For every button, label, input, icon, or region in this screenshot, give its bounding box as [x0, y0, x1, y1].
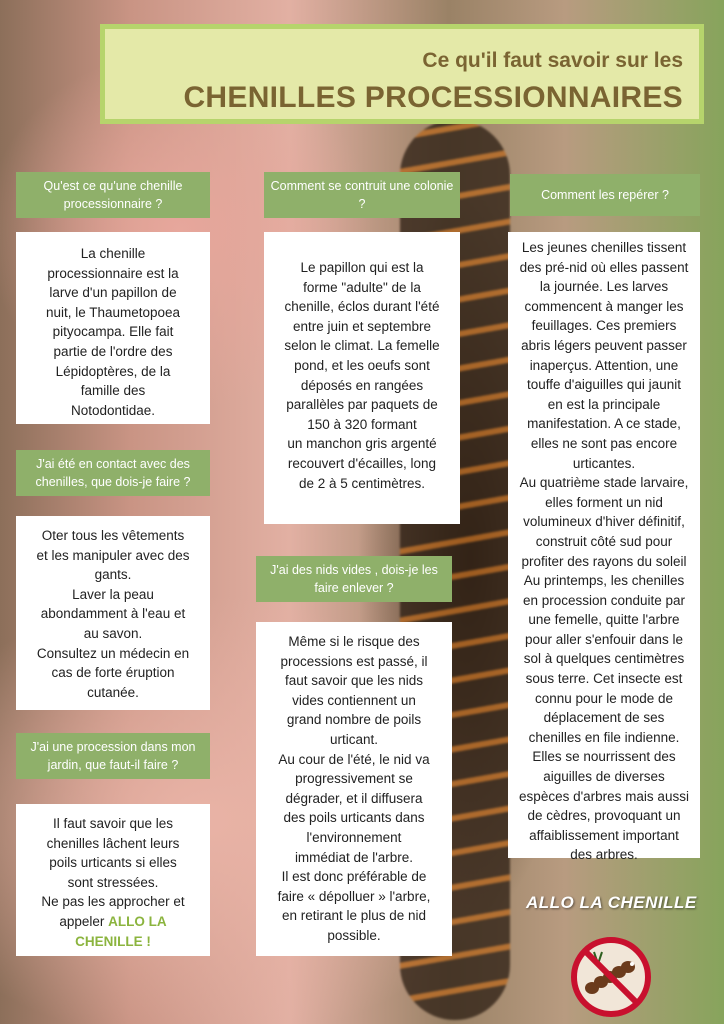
question-spot: Comment les repérer ? [510, 174, 700, 216]
page-title: CHENILLES PROCESSIONNAIRES [183, 81, 683, 114]
question-empty-nests: J'ai des nids vides , dois-je les faire enlever ? [256, 556, 452, 602]
answer-empty-nests: Même si le risque des processions est passé, il faut savoir que les nids vides contiennent un grand nombre de poils urticant. Au cour de l'été, le nid va progressivement se dégrader, et il diffusera des poils urticants dans l'environnement immédiat de l'arbre. Il est donc préférable de faire « dépolluer » l'arbre, en retirant le plus de nid possible. [256, 622, 452, 956]
answer-garden [16, 804, 210, 956]
title-subheading: Ce qu'il faut savoir sur les [422, 49, 683, 72]
answer-garden-text: Il faut savoir que les chenilles lâchent leurs poils urticants si elles sont stressées. Ne pas les approcher et appeler [41, 816, 185, 929]
title-banner [100, 24, 704, 124]
no-caterpillar-icon [568, 934, 654, 1020]
answer-what-is: La chenille processionnaire est la larve d'un papillon de nuit, le Thaumetopoea pityocampa. Elle fait partie de l'ordre des Lépidoptères, de la famille des Notodontidae. [16, 232, 210, 424]
answer-contact: Oter tous les vêtements et les manipuler avec des gants. Laver la peau abondamment à l'eau et au savon. Consultez un médecin en cas de forte éruption cutanée. [16, 516, 210, 710]
question-contact: J'ai été en contact avec des chenilles, que dois-je faire ? [16, 450, 210, 496]
question-colony: Comment se contruit une colonie ? [264, 172, 460, 218]
allo-la-chenille-highlight: ALLO LA CHENILLE ! [75, 913, 167, 949]
question-garden: J'ai une procession dans mon jardin, que faut-il faire ? [16, 733, 210, 779]
brand-name: ALLO LA CHENILLE [526, 893, 697, 912]
answer-colony: Le papillon qui est la forme "adulte" de la chenille, éclos durant l'été entre juin et septembre selon le climat. La femelle pond, et les oeufs sont déposés en rangées parallèles par paquets de 150 à 320 formant un manchon gris argenté recouvert d'écailles, long de 2 à 5 centimètres. [264, 232, 460, 524]
answer-spot: Les jeunes chenilles tissent des pré-nid où elles passent la journée. Les larves commencent à manger les feuillages. Ces premiers abris légers peuvent passer inaperçus. Attention, une touffe d'aiguilles qui jaunit en est la principale manifestation. A ce stade, elles ne sont pas encore urticantes. Au quatrième stade larvaire, elles forment un nid volumineux d'hiver définitif, construit côté sud pour profiter des rayons du soleil Au printemps, les chenilles en procession conduite par une femelle, quitte l'arbre pour aller s'enfouir dans le sol à quelques centimètres sous terre. Cet insecte est connu pour le mode de déplacement de ses chenilles en file indienne. Elles se nourrissent des aiguilles de diverses espèces d'arbres mais aussi de cèdres, provoquant un affaiblissement important des arbres. [508, 232, 700, 858]
question-what-is: Qu'est ce qu'une chenille processionnaire ? [16, 172, 210, 218]
